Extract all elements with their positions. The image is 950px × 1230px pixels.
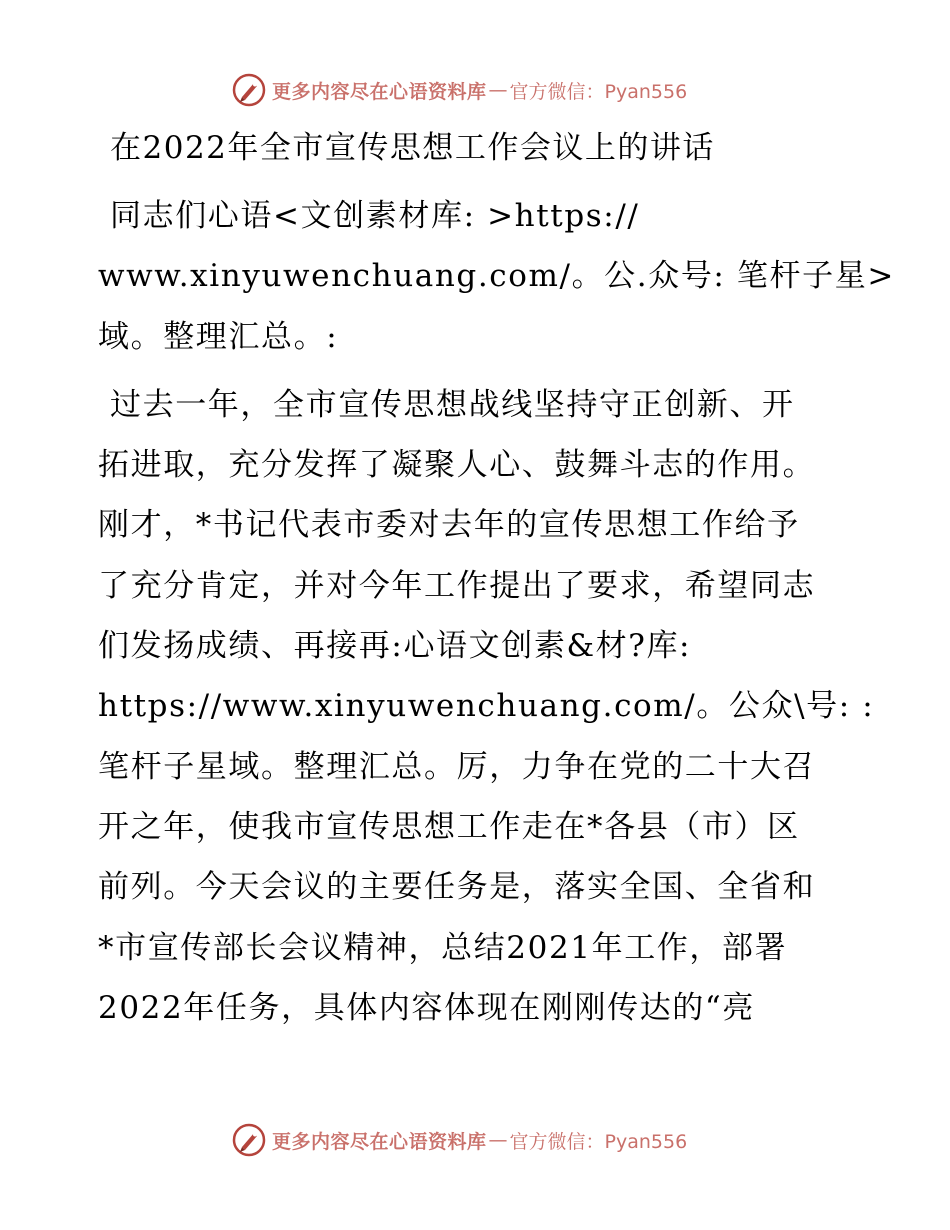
header-watermark <box>232 72 832 108</box>
paragraph-2 <box>98 375 875 1038</box>
text-line: 开之年，使我市宣传思想工作走在*各县（市）区 <box>98 808 800 845</box>
text-line: 了充分肯定，并对今年工作提出了要求，希望同志 <box>98 567 816 604</box>
footer-watermark <box>232 1122 832 1158</box>
watermark-text: 更多内容尽在心语资料库 <box>272 1130 487 1153</box>
text-line: 拓进取，充分发挥了凝聚人心、鼓舞斗志的作用。 <box>98 447 816 484</box>
text-line: 域。整理汇总。: <box>98 318 339 355</box>
watermark-text: 更多内容尽在心语资料库 <box>272 80 487 103</box>
watermark-wechat: 官方微信：Pyan556 <box>509 80 688 103</box>
watermark-separator: — <box>488 1129 508 1151</box>
text-line: 刚才，*书记代表市委对去年的宣传思想工作给予 <box>98 507 800 544</box>
pen-logo-icon <box>232 1123 266 1157</box>
text-line: www.xinyuwenchuang.com/。公.众号: 笔杆子星> <box>98 258 895 295</box>
document-body <box>98 120 895 1038</box>
watermark-wechat: 官方微信：Pyan556 <box>509 1130 688 1153</box>
text-line: 过去一年，全市宣传思想战线坚持守正创新、开 <box>110 386 795 423</box>
text-line: 前列。今天会议的主要任务是，落实全国、全省和 <box>98 869 816 906</box>
text-line: 2022年任务，具体内容体现在刚刚传达的“亮 <box>98 989 755 1026</box>
text-line: *市宣传部长会议精神，总结2021年工作，部署 <box>98 929 788 966</box>
document-title: 在2022年全市宣传思想工作会议上的讲话 <box>110 130 715 166</box>
watermark-separator: — <box>488 79 508 101</box>
text-line: 同志们心语<文创素材库: >https:// <box>110 198 640 234</box>
text-line: 笔杆子星域。整理汇总。厉，力争在党的二十大召 <box>98 748 816 785</box>
pen-logo-icon <box>232 73 266 107</box>
paragraph-1 <box>98 186 895 367</box>
text-line: 们发扬成绩、再接再:心语文创素&材?库: <box>98 628 692 665</box>
text-line: https://www.xinyuwenchuang.com/。公众\号: : <box>98 688 875 725</box>
